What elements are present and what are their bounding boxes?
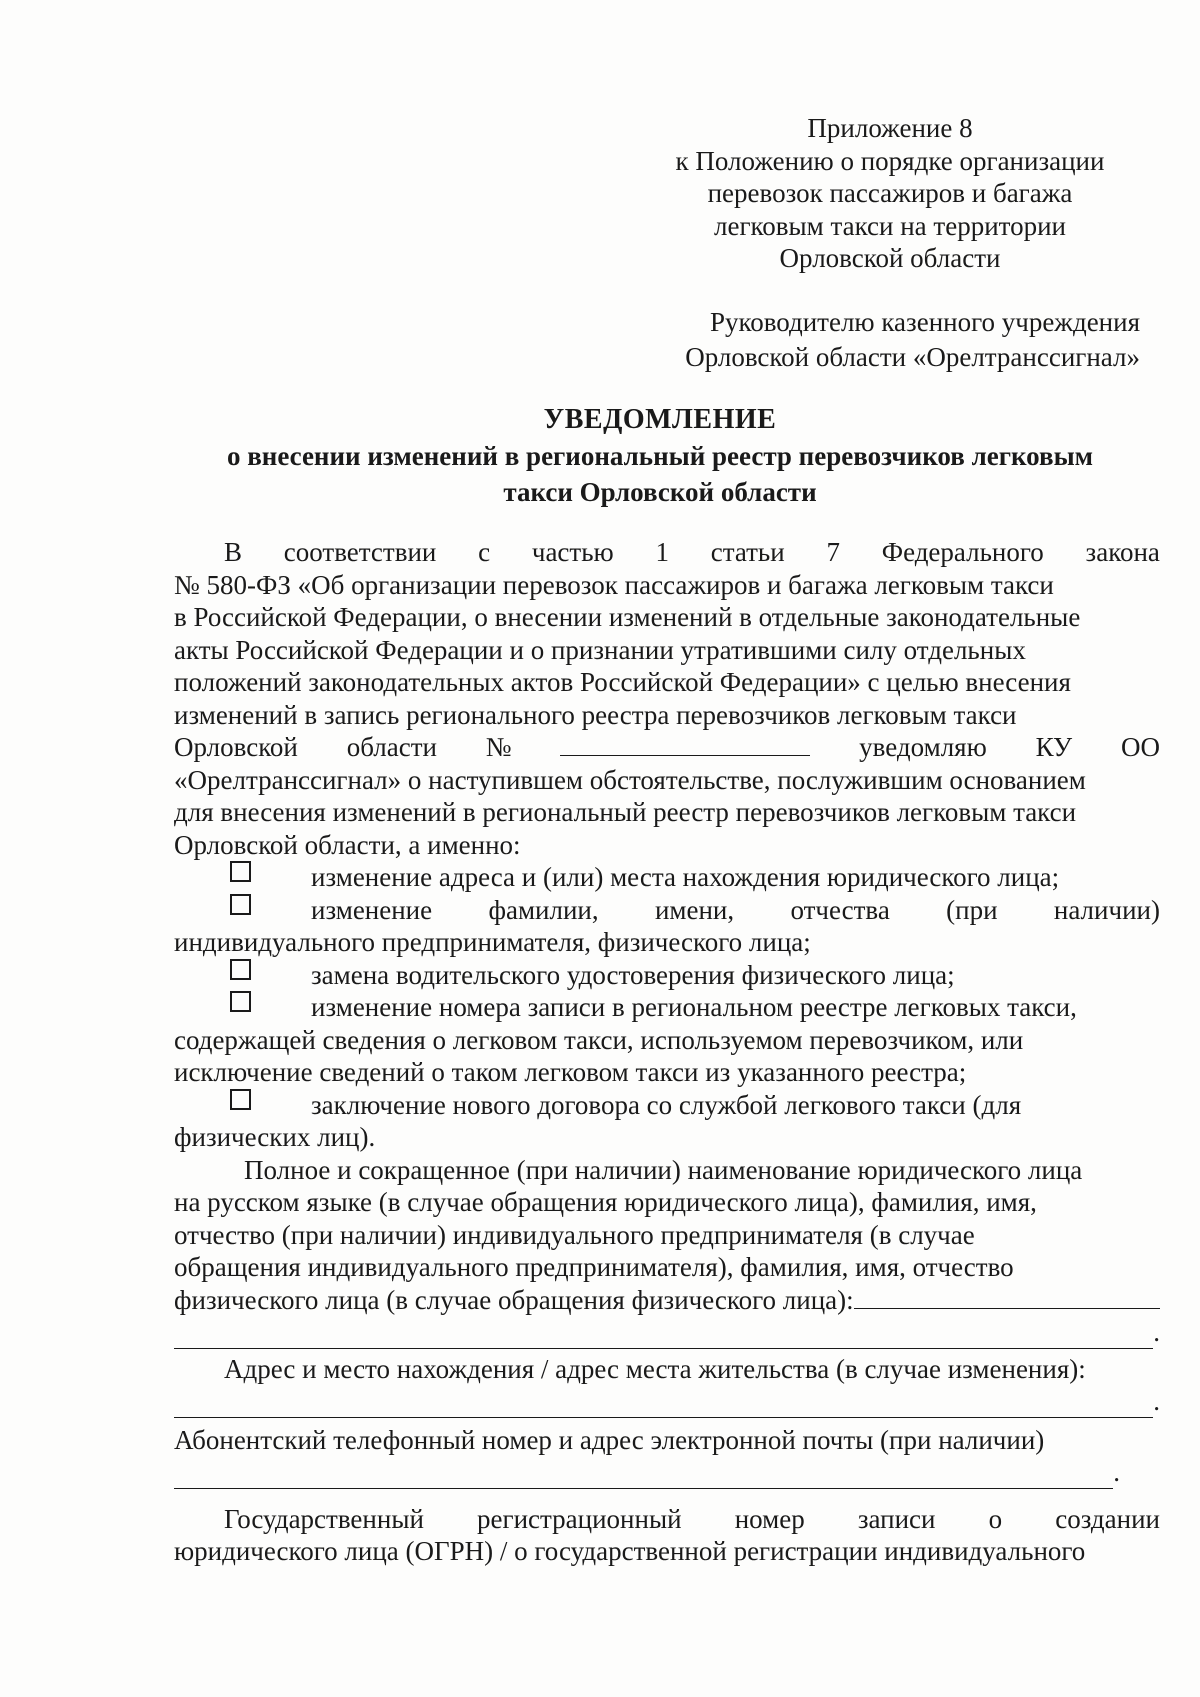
document-body <box>174 536 1160 1568</box>
word: имени, <box>654 894 735 925</box>
word: соответствии <box>283 537 437 567</box>
word: статьи <box>710 537 785 567</box>
addressee-line: Орловской области «Орелтранссигнал» <box>685 342 1140 372</box>
checkbox-icon[interactable] <box>230 991 251 1012</box>
word: КУ <box>1035 732 1073 762</box>
name-section-label: физического лица (в случае обращения физического лица): <box>174 1284 854 1315</box>
attachment-header <box>640 112 1140 275</box>
checkbox-icon[interactable] <box>230 861 251 882</box>
intro-line: положений законодательных актов Российской Федерации» с целью внесения <box>174 667 1071 697</box>
addressee-line: Руководителю казенного учреждения <box>709 307 1140 337</box>
word: записи <box>857 1503 936 1534</box>
option-line: индивидуального предпринимателя, физического лица; <box>174 927 811 957</box>
option-label: замена водительского удостоверения физического лица; <box>311 959 955 990</box>
word: номер <box>734 1503 805 1534</box>
word: фамилии, <box>488 894 599 925</box>
word: наличии) <box>1053 894 1160 925</box>
option-license-change <box>174 959 1160 992</box>
name-section-line: на русском языке (в случае обращения юридического лица), фамилия, имя, <box>174 1187 1037 1217</box>
checkbox-icon[interactable] <box>230 959 251 980</box>
name-field-continuation <box>174 1316 1160 1349</box>
word: изменение <box>311 894 433 925</box>
intro-line: «Орелтранссигнал» о наступившем обстоятельстве, послужившим основанием <box>174 764 1086 795</box>
option-new-contract <box>174 1089 1160 1122</box>
intro-line: для внесения изменений в региональный реестр перевозчиков легковым такси <box>174 797 1077 827</box>
option-name-change <box>174 894 1160 927</box>
word: с <box>478 537 491 567</box>
word: 7 <box>826 537 840 567</box>
checkbox-icon[interactable] <box>230 1089 251 1110</box>
title-sub: такси Орловской области <box>503 477 817 507</box>
title-sub: о внесении изменений в региональный реестр перевозчиков легковым <box>226 441 1094 471</box>
word: о <box>988 1503 1003 1534</box>
punctuation: . <box>1153 1386 1160 1416</box>
option-label: изменение адреса и (или) места нахождения юридического лица; <box>311 862 1060 892</box>
option-label: заключение нового договора со службой легкового такси (для <box>311 1089 1022 1120</box>
attachment-line: Приложение 8 <box>807 113 973 143</box>
word: области <box>346 732 437 762</box>
name-field-line[interactable] <box>174 1324 1153 1349</box>
checkbox-icon[interactable] <box>230 894 251 915</box>
attachment-line: к Положению о порядке организации <box>675 145 1105 176</box>
name-section-line: обращения индивидуального предпринимателя), фамилия, имя, отчество <box>174 1252 1014 1282</box>
option-label: изменение номера записи в региональном реестре легковых такси, <box>311 992 1077 1022</box>
word: создании <box>1055 1503 1160 1534</box>
intro-line-1 <box>174 536 1160 569</box>
intro-line-registry-number <box>174 731 1160 764</box>
punctuation: . <box>1153 1317 1160 1347</box>
option-line: исключение сведений о таком легковом такси из указанного реестра; <box>174 1057 967 1087</box>
attachment-line: перевозок пассажиров и багажа <box>707 178 1073 208</box>
word: В <box>224 537 243 567</box>
word: Государственный <box>224 1503 424 1534</box>
document-title <box>160 402 1160 510</box>
intro-line: № 580-ФЗ «Об организации перевозок пассажиров и багажа легковым такси <box>174 569 1054 600</box>
intro-line: изменений в запись регионального реестра перевозчиков легковым такси <box>174 699 1017 730</box>
word: уведомляю <box>859 732 987 762</box>
name-field[interactable] <box>854 1284 1160 1309</box>
word: закона <box>1085 537 1160 567</box>
attachment-line: Орловской области <box>779 243 1001 273</box>
address-field[interactable] <box>174 1393 1153 1418</box>
address-field-row <box>174 1385 1160 1418</box>
address-label: Адрес и место нахождения / адрес места жительства (в случае изменения): <box>224 1353 1086 1384</box>
option-record-number-change <box>174 991 1160 1024</box>
name-section-line-with-field <box>174 1284 1160 1317</box>
registry-number-field[interactable] <box>560 731 810 756</box>
option-address-change <box>174 861 1160 894</box>
title-main: УВЕДОМЛЕНИЕ <box>543 404 777 435</box>
word: отчества <box>790 894 890 925</box>
name-section-line: отчество (при наличии) индивидуального предпринимателя (в случае <box>174 1219 975 1250</box>
phone-field-row <box>174 1456 1160 1489</box>
punctuation: . <box>1113 1457 1120 1487</box>
option-line: содержащей сведения о легковом такси, используемом перевозчиком, или <box>174 1024 1024 1055</box>
intro-line: акты Российской Федерации и о признании утратившими силу отдельных <box>174 634 1026 665</box>
word: ОО <box>1120 732 1160 762</box>
intro-line: в Российской Федерации, о внесении изменений в отдельные законодательные <box>174 602 1081 632</box>
word: частью <box>531 537 614 567</box>
intro-line: Орловской области, а именно: <box>174 829 521 860</box>
phone-label: Абонентский телефонный номер и адрес электронной почты (при наличии) <box>174 1424 1045 1455</box>
word: Федерального <box>881 537 1044 567</box>
word: Орловской <box>174 732 298 762</box>
phone-email-field[interactable] <box>174 1464 1113 1489</box>
addressee-block <box>685 305 1140 375</box>
word: 1 <box>655 537 669 567</box>
option-line: физических лиц). <box>174 1122 376 1152</box>
word: регистрационный <box>477 1503 682 1534</box>
ogrn-line-1 <box>174 1503 1160 1536</box>
word: (при <box>946 894 998 925</box>
name-section-line: Полное и сокращенное (при наличии) наименование юридического лица <box>244 1154 1083 1185</box>
ogrn-line: юридического лица (ОГРН) / о государственной регистрации индивидуального <box>174 1536 1086 1566</box>
attachment-line: легковым такси на территории <box>713 210 1066 241</box>
word: № <box>485 732 512 762</box>
